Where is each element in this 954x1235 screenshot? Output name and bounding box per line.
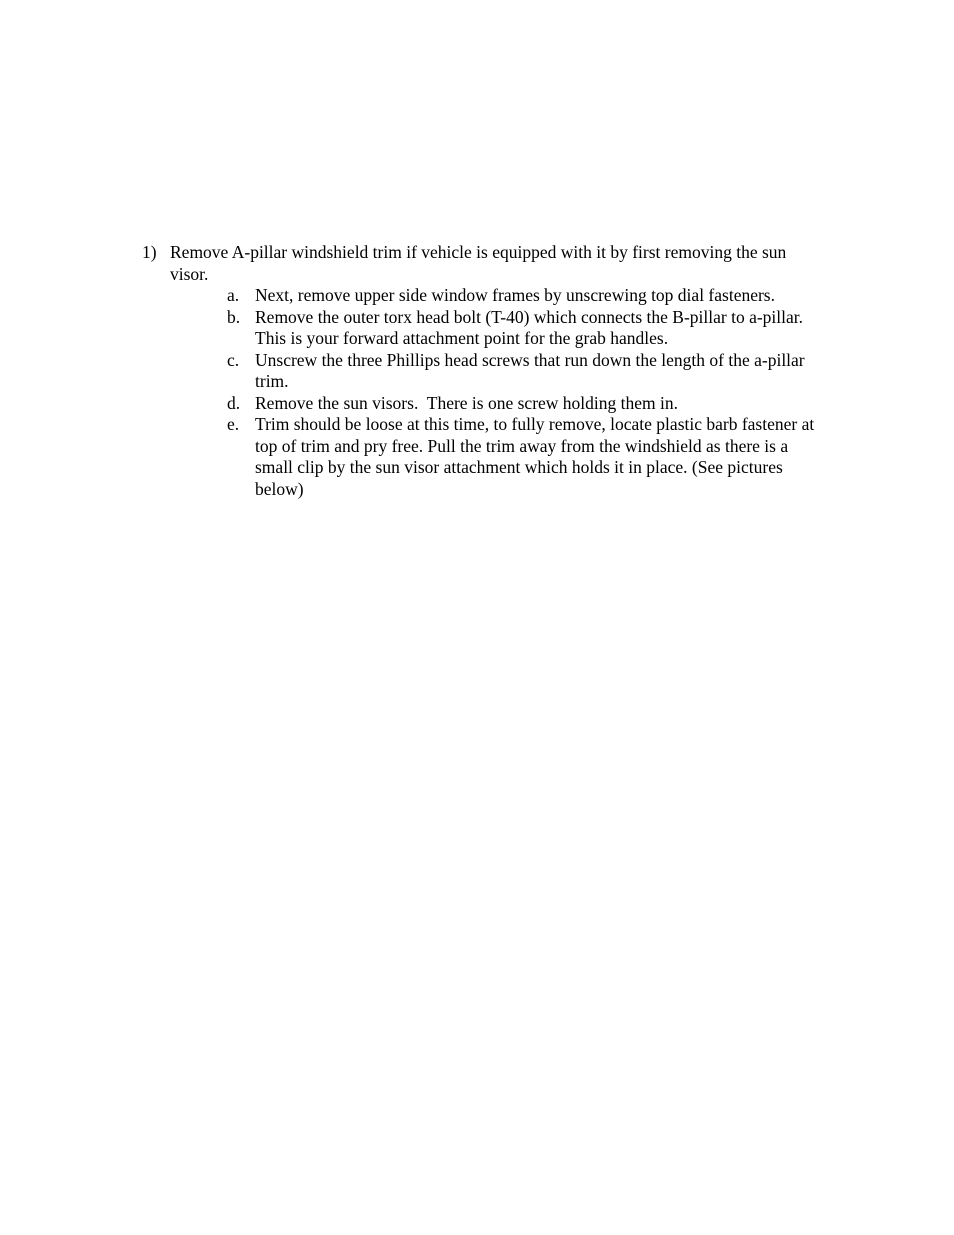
substep-c [227,350,827,393]
step-1-text: Remove A-pillar windshield trim if vehicle is equipped with it by first removing the sun visor. [170,242,787,284]
substep-a [227,285,827,307]
substep-b [227,307,827,350]
substep-c-text: Unscrew the three Phillips head screws that run down the length of the a-pillar trim. [255,349,810,391]
step-1-marker: 1) [142,242,157,262]
substep-d-text: Remove the sun visors. There is one screw holding them in. [255,392,679,413]
instruction-list [142,242,822,500]
substep-d-marker: d. [227,392,241,413]
substep-a-text: Next, remove upper side window frames by unscrewing top dial fasteners. [255,285,775,305]
substep-d [227,393,827,415]
substep-e-text: Trim should be loose at this time, to fully remove, locate plastic barb fastener at top of trim and pry free. Pull the trim away from the windshield as there is a small clip by the sun visor attachment which holds it in place. (See pictures below) [255,414,819,499]
substep-e [227,414,827,500]
substep-b-text: Remove the outer torx head bolt (T-40) which connects the B-pillar to a-pillar. This is your forward attachment point for the grab handles. [255,306,812,348]
substep-a-marker: a. [227,285,240,305]
substep-e-marker: e. [227,414,240,434]
substep-c-marker: c. [227,349,240,370]
substep-b-marker: b. [227,306,241,327]
step-1 [142,242,822,500]
step-1-substeps [227,285,827,500]
